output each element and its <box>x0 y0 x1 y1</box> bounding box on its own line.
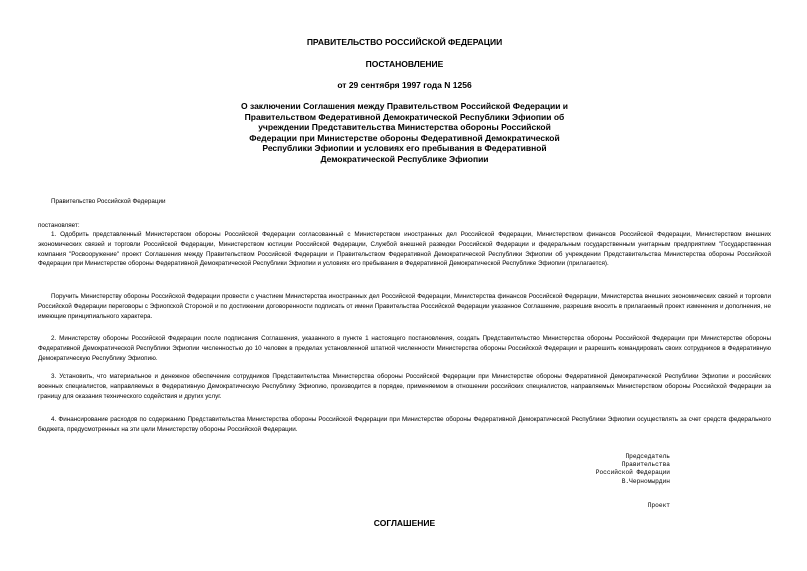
paragraph-1-instruction: Поручить Министерству обороны Российской Федерации провести с участием Министерства иностранных дел Российской Федерации, Министерства финансов Российской Федерации, Министерства внешних экономических связей и торговли Российской Федерации переговоры с Эфиопской Стороной и по достижении договоренности подписать от имени Правительства Российской Федерации указанное Соглашение, разрешив вносить в прилагаемый проект изменения и дополнения, не имеющие принципиального характера. <box>38 293 771 320</box>
document-page <box>38 0 771 571</box>
agreement-heading: СОГЛАШЕНИЕ <box>373 518 436 528</box>
document-title: О заключении Соглашения между Правительством Российской Федерации и Правительством Федеративной Демократической Республики Эфиопии об учреждении Представительства Министерства обороны Российской Федерации при Министерстве обороны Федеративной Демократической Республики Эфиопии и условиях его пребывания в Федеративной Демократической Республике Эфиопии <box>240 101 569 164</box>
draft-label: Проект <box>647 502 670 509</box>
signature-line: Российской Федерации <box>595 469 670 477</box>
document-type-heading: ПОСТАНОВЛЕНИЕ <box>365 59 444 69</box>
date-number-heading: от 29 сентября 1997 года N 1256 <box>337 80 472 90</box>
paragraph-2: 2. Министерству обороны Российской Федерации после подписания Соглашения, указанного в пункте 1 настоящего постановления, создать Представительство Министерства обороны Российской Федерации при Министерстве обороны Федеративной Демократической Республики Эфиопии численностью до 10 человек в пределах установленной штатной численности Министерства обороны Российской Федерации и разрешить командировать своих сотрудников в Федеративную Демократическую Республику Эфиопию. <box>38 335 771 362</box>
government-heading: ПРАВИТЕЛЬСТВО РОССИЙСКОЙ ФЕДЕРАЦИИ <box>306 37 503 47</box>
paragraph-1: 1. Одобрить представленный Министерством обороны Российской Федерации согласованный с Министерством иностранных дел Российской Федерации, Министерством финансов Российской Федерации, Министерством внешних экономических связей и торговли Российской Федерации, Министерством юстиции Российской Федерации, Службой внешней разведки Российской Федерации и федеральным государственным унитарным предприятием "Государственная компания "Росвооружение" проект Соглашения между Правительством Российской Федерации и Правительством Федеративной Демократической Республики Эфиопии об учреждении Представительства Министерства обороны Российской Федерации при Министерстве обороны Федеративной Демократической Республики Эфиопии и условиях его пребывания в Федеративной Демократической Республике Эфиопии (прилагается). <box>38 231 771 268</box>
issuer-line: Правительство Российской Федерации <box>51 198 166 205</box>
resolves-line: постановляет: <box>38 222 80 229</box>
signature-block <box>540 453 670 486</box>
paragraph-4: 4. Финансирование расходов по содержанию Представительства Министерства обороны Российской Федерации при Министерстве обороны Федеративной Демократической Республики Эфиопии осуществлять за счет средств федерального бюджета, предусмотренных на эти цели Министерству обороны Российской Федерации. <box>38 416 771 433</box>
signature-line: Правительства <box>621 461 670 469</box>
signature-line: Председатель <box>625 453 670 460</box>
paragraph-3: 3. Установить, что материальное и денежное обеспечение сотрудников Представительства Министерства обороны Российской Федерации при Министерстве обороны Федеративной Демократической Республики Эфиопии и российских военных специалистов, направляемых в Федеративную Демократическую Республику Эфиопию, производится в порядке, применяемом в отношении российских специалистов, направляемых Министерством обороны Российской Федерации за границу для оказания технического содействия и других услуг. <box>38 373 771 400</box>
signatory-name: В.Черномырдин <box>621 477 670 485</box>
